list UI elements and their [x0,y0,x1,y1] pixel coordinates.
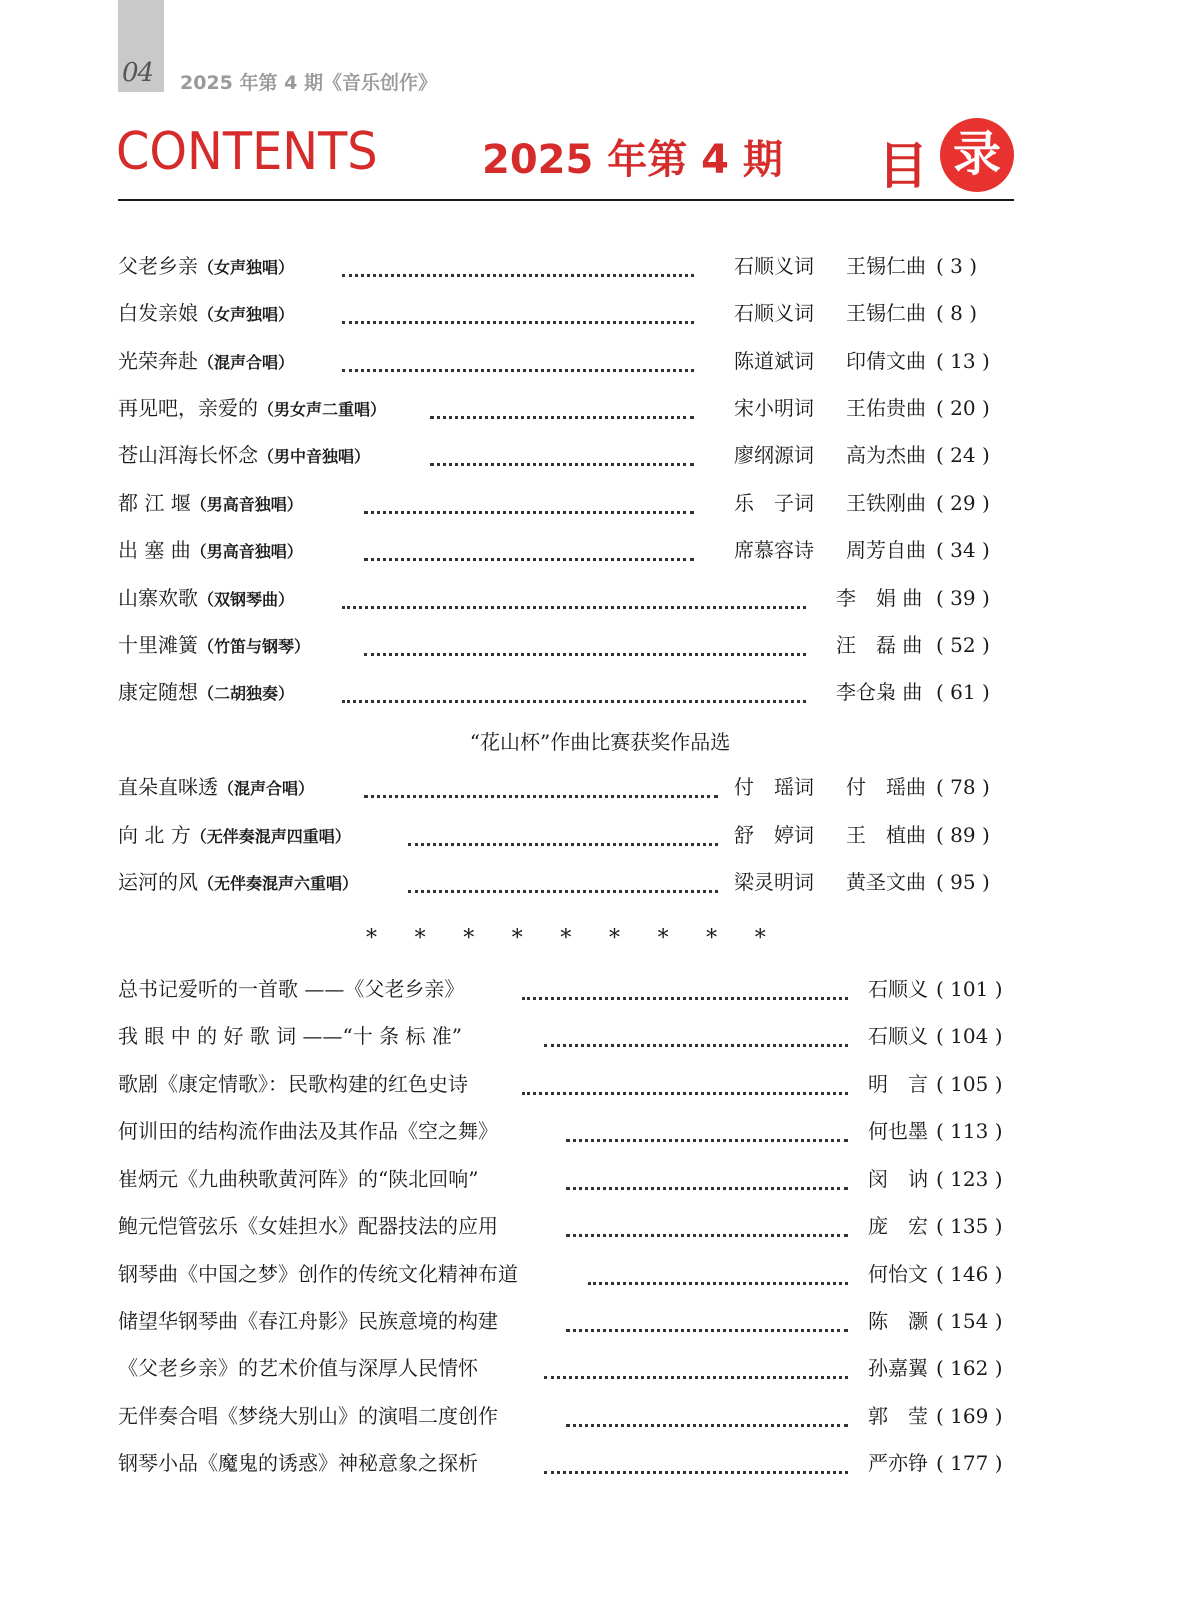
composer: 周芳自曲 [846,538,926,562]
toc-title: 我 眼 中 的 好 歌 词 ——“十 条 标 准” [118,1024,463,1048]
issue-heading: 2025 年第 4 期 [482,137,783,183]
leader-dots [342,335,694,372]
toc-row[interactable] [118,818,1008,852]
toc-row[interactable] [118,1209,1008,1243]
author: 孙嘉翼 [868,1356,928,1380]
toc-row[interactable] [118,391,1008,425]
toc-title: 苍山洱海长怀念（男中音独唱） [118,443,371,467]
page-ref: ( 135 ) [936,1214,1003,1238]
composer: 李 娟 曲 [836,586,923,610]
leader-dots [566,1153,848,1190]
toc-row[interactable] [118,1114,1008,1148]
page-ref: ( 146 ) [936,1262,1003,1286]
author: 严亦铮 [868,1451,928,1475]
lyricist: 石顺义词 [734,301,814,325]
page-ref: ( 8 ) [936,301,978,325]
running-head: 2025 年第 4 期《音乐创作》 [180,72,437,94]
toc-title: 鲍元恺管弦乐《女娃担水》配器技法的应用 [118,1214,498,1238]
toc-title: 歌剧《康定情歌》：民歌构建的红色史诗 [118,1072,468,1096]
toc-title: 都 江 堰（男高音独唱） [118,491,303,515]
author: 石顺义 [868,1024,928,1048]
page-ref: ( 29 ) [936,491,990,515]
leader-dots [364,524,694,561]
author: 何也墨 [868,1119,928,1143]
lyricist: 梁灵明词 [734,870,814,894]
toc-title: 白发亲娘（女声独唱） [118,301,295,325]
composer: 王锡仁曲 [846,301,926,325]
toc-row[interactable] [118,581,1008,615]
toc-row[interactable] [118,249,1008,283]
toc-title: 直朵直咪透（混声合唱） [118,775,315,799]
toc-row[interactable] [118,1257,1008,1291]
page-ref: ( 13 ) [936,349,990,373]
toc-row[interactable] [118,1446,1008,1480]
toc-row[interactable] [118,770,1008,804]
toc-row[interactable] [118,972,1008,1006]
toc-row[interactable] [118,1304,1008,1338]
lyricist: 宋小明词 [734,396,814,420]
star-separator: * * * * * * * * * [366,926,766,951]
page-ref: ( 169 ) [936,1404,1003,1428]
page-number: 04 [122,58,154,88]
leader-dots [544,1010,848,1047]
toc-row[interactable] [118,296,1008,330]
leader-dots [364,477,694,514]
leader-dots [364,761,718,798]
page-ref: ( 95 ) [936,870,990,894]
lyricist: 付 瑶词 [734,775,814,799]
toc-title: 出 塞 曲（男高音独唱） [118,538,303,562]
leader-dots [408,856,718,893]
page-ref: ( 3 ) [936,254,978,278]
leader-dots [522,1058,848,1095]
toc-title: 钢琴曲《中国之梦》创作的传统文化精神布道 [118,1262,518,1286]
mulu-heading-first: 目 [878,137,928,195]
leader-dots [566,1200,848,1237]
page-ref: ( 105 ) [936,1072,1003,1096]
composer: 王锡仁曲 [846,254,926,278]
mulu-circle-badge [940,118,1014,192]
toc-title: 崔炳元《九曲秧歌黄河阵》的“陕北回响” [118,1167,479,1191]
page-ref: ( 101 ) [936,977,1003,1001]
author: 石顺义 [868,977,928,1001]
page-ref: ( 61 ) [936,680,990,704]
lyricist: 陈道斌词 [734,349,814,373]
leader-dots [566,1105,848,1142]
mulu-heading-second: 录 [952,126,1001,182]
leader-dots [342,240,694,277]
composer: 高为杰曲 [846,443,926,467]
leader-dots [342,287,694,324]
toc-title: 康定随想（二胡独奏） [118,680,295,704]
toc-title: 储望华钢琴曲《春江舟影》民族意境的构建 [118,1309,498,1333]
toc-title: 《父老乡亲》的艺术价值与深厚人民情怀 [118,1356,478,1380]
toc-row[interactable] [118,486,1008,520]
page-ref: ( 89 ) [936,823,990,847]
lyricist: 席慕容诗 [734,538,814,562]
toc-title: 光荣奔赴（混声合唱） [118,349,295,373]
toc-title: 山寨欢歌（双钢琴曲） [118,586,295,610]
composer: 王 植曲 [846,823,926,847]
toc-title: 十里滩簧（竹笛与钢琴） [118,633,311,657]
leader-dots [544,1342,848,1379]
page-ref: ( 20 ) [936,396,990,420]
toc-row[interactable] [118,1399,1008,1433]
page-ref: ( 113 ) [936,1119,1003,1143]
section-heading: “花山杯”作曲比赛获奖作品选 [469,730,731,754]
page-ref: ( 78 ) [936,775,990,799]
lyricist: 廖纲源词 [734,443,814,467]
page-ref: ( 123 ) [936,1167,1003,1191]
toc-title: 运河的风（无伴奏混声六重唱） [118,870,359,894]
author: 庞 宏 [868,1214,928,1238]
leader-dots [522,963,848,1000]
toc-row[interactable] [118,1067,1008,1101]
composer: 李仓枭 曲 [836,680,923,704]
toc-title: 父老乡亲（女声独唱） [118,254,295,278]
page-ref: ( 34 ) [936,538,990,562]
leader-dots [544,1437,848,1474]
toc-row[interactable] [118,1351,1008,1385]
composer: 印倩文曲 [846,349,926,373]
toc-row[interactable] [118,438,1008,472]
leader-dots [342,666,806,703]
header-rule [118,199,1014,201]
toc-row[interactable] [118,675,1008,709]
toc-row[interactable] [118,533,1008,567]
leader-dots [588,1248,848,1285]
leader-dots [566,1295,848,1332]
toc-row[interactable] [118,1019,1008,1053]
toc-title: 向 北 方（无伴奏混声四重唱） [118,823,351,847]
author: 闵 讷 [868,1167,928,1191]
page-ref: ( 52 ) [936,633,990,657]
author: 陈 灏 [868,1309,928,1333]
leader-dots [566,1390,848,1427]
toc-title: 再见吧，亲爱的（男女声二重唱） [118,396,387,420]
leader-dots [342,572,806,609]
leader-dots [408,809,718,846]
author: 郭 莹 [868,1404,928,1428]
page-ref: ( 154 ) [936,1309,1003,1333]
lyricist: 舒 婷词 [734,823,814,847]
toc-title: 钢琴小品《魔鬼的诱惑》神秘意象之探析 [118,1451,478,1475]
toc-row[interactable] [118,1162,1008,1196]
page-ref: ( 39 ) [936,586,990,610]
composer: 王铁刚曲 [846,491,926,515]
contents-heading: CONTENTS [116,122,378,182]
composer: 汪 磊 曲 [836,633,923,657]
toc-row[interactable] [118,344,1008,378]
page-ref: ( 24 ) [936,443,990,467]
toc-title: 无伴奏合唱《梦绕大别山》的演唱二度创作 [118,1404,498,1428]
page-ref: ( 104 ) [936,1024,1003,1048]
composer: 王佑贵曲 [846,396,926,420]
author: 何怡文 [868,1262,928,1286]
page-ref: ( 162 ) [936,1356,1003,1380]
author: 明 言 [868,1072,928,1096]
leader-dots [430,429,694,466]
leader-dots [430,382,694,419]
page-ref: ( 177 ) [936,1451,1003,1475]
lyricist: 石顺义词 [734,254,814,278]
toc-title: 何训田的结构流作曲法及其作品《空之舞》 [118,1119,498,1143]
composer: 付 瑶曲 [846,775,926,799]
toc-row[interactable] [118,865,1008,899]
toc-row[interactable] [118,628,1008,662]
composer: 黄圣文曲 [846,870,926,894]
lyricist: 乐 子词 [734,491,814,515]
leader-dots [364,619,806,656]
toc-title: 总书记爱听的一首歌 ——《父老乡亲》 [118,977,465,1001]
